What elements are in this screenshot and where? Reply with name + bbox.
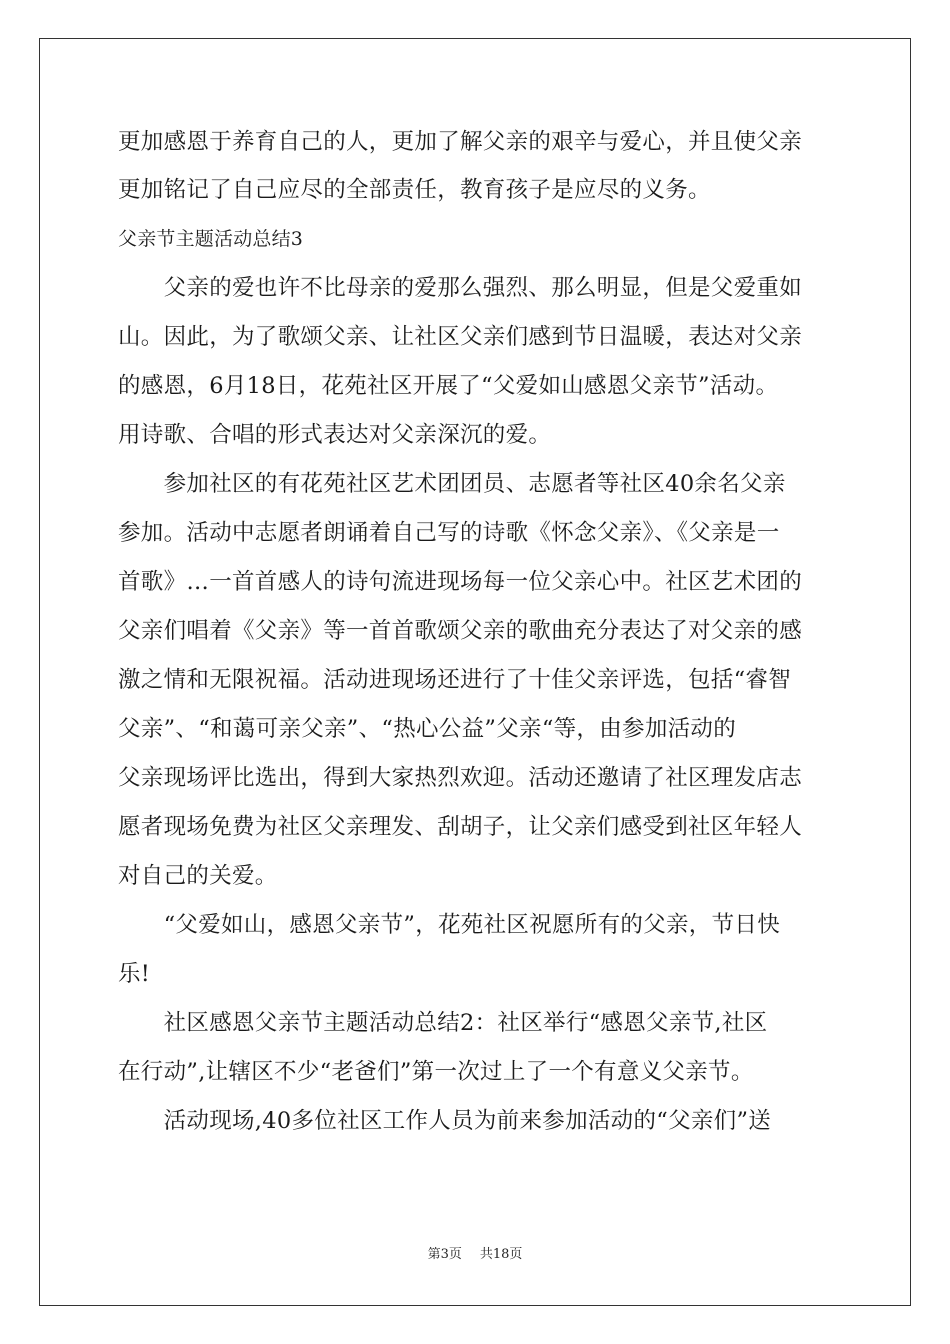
text-line: 更加铭记了自己应尽的全部责任，教育孩子是应尽的义务。 bbox=[118, 177, 711, 203]
text-line: 活动现场,40多位社区工作人员为前来参加活动的“父亲们”送 bbox=[118, 1108, 772, 1134]
text-line: 参加社区的有花苑社区艺术团团员、志愿者等社区40余名父亲 bbox=[118, 471, 786, 497]
text-line: 愿者现场免费为社区父亲理发、刮胡子，让父亲们感受到社区年轻人 bbox=[118, 814, 803, 840]
text-line: 山。因此，为了歌颂父亲、让社区父亲们感到节日温暖，表达对父亲 bbox=[118, 324, 803, 350]
text-line: 在行动”,让辖区不少“老爸们”第一次过上了一个有意义父亲节。 bbox=[118, 1059, 754, 1085]
text-line: 父亲的爱也许不比母亲的爱那么强烈、那么明显，但是父爱重如 bbox=[118, 275, 803, 301]
text-line: 更加感恩于养育自己的人，更加了解父亲的艰辛与爱心，并且使父亲 bbox=[118, 129, 803, 155]
text-line: 父亲”、“和蔼可亲父亲”、“热心公益”父亲“等，由参加活动的 bbox=[118, 716, 737, 742]
text-line: 的感恩，6月18日，花苑社区开展了“父爱如山感恩父亲节”活动。 bbox=[118, 373, 779, 399]
text-line: 激之情和无限祝福。活动进现场还进行了十佳父亲评选，包括“睿智 bbox=[118, 667, 792, 693]
text-line: “父爱如山，感恩父亲节”，花苑社区祝愿所有的父亲，节日快 bbox=[118, 912, 781, 938]
text-line: 父亲们唱着《父亲》等一首首歌颂父亲的歌曲充分表达了对父亲的感 bbox=[118, 618, 803, 644]
page-number: 第3页 bbox=[427, 1247, 462, 1262]
text-line: 父亲现场评比选出，得到大家热烈欢迎。活动还邀请了社区理发店志 bbox=[118, 765, 803, 791]
text-line: 参加。活动中志愿者朗诵着自己写的诗歌《怀念父亲》、《父亲是一 bbox=[118, 520, 780, 546]
text-line: 用诗歌、合唱的形式表达对父亲深沉的爱。 bbox=[118, 422, 552, 448]
page-total: 共18页 bbox=[479, 1247, 523, 1262]
page-footer bbox=[0, 1246, 950, 1264]
text-line: 社区感恩父亲节主题活动总结2：社区举行“感恩父亲节,社区 bbox=[118, 1010, 768, 1036]
text-line: 对自己的关爱。 bbox=[118, 863, 278, 889]
text-line: 乐! bbox=[118, 961, 151, 987]
section-heading: 父亲节主题活动总结3 bbox=[118, 228, 304, 250]
text-line: 首歌》…一首首感人的诗句流进现场每一位父亲心中。社区艺术团的 bbox=[118, 569, 803, 595]
